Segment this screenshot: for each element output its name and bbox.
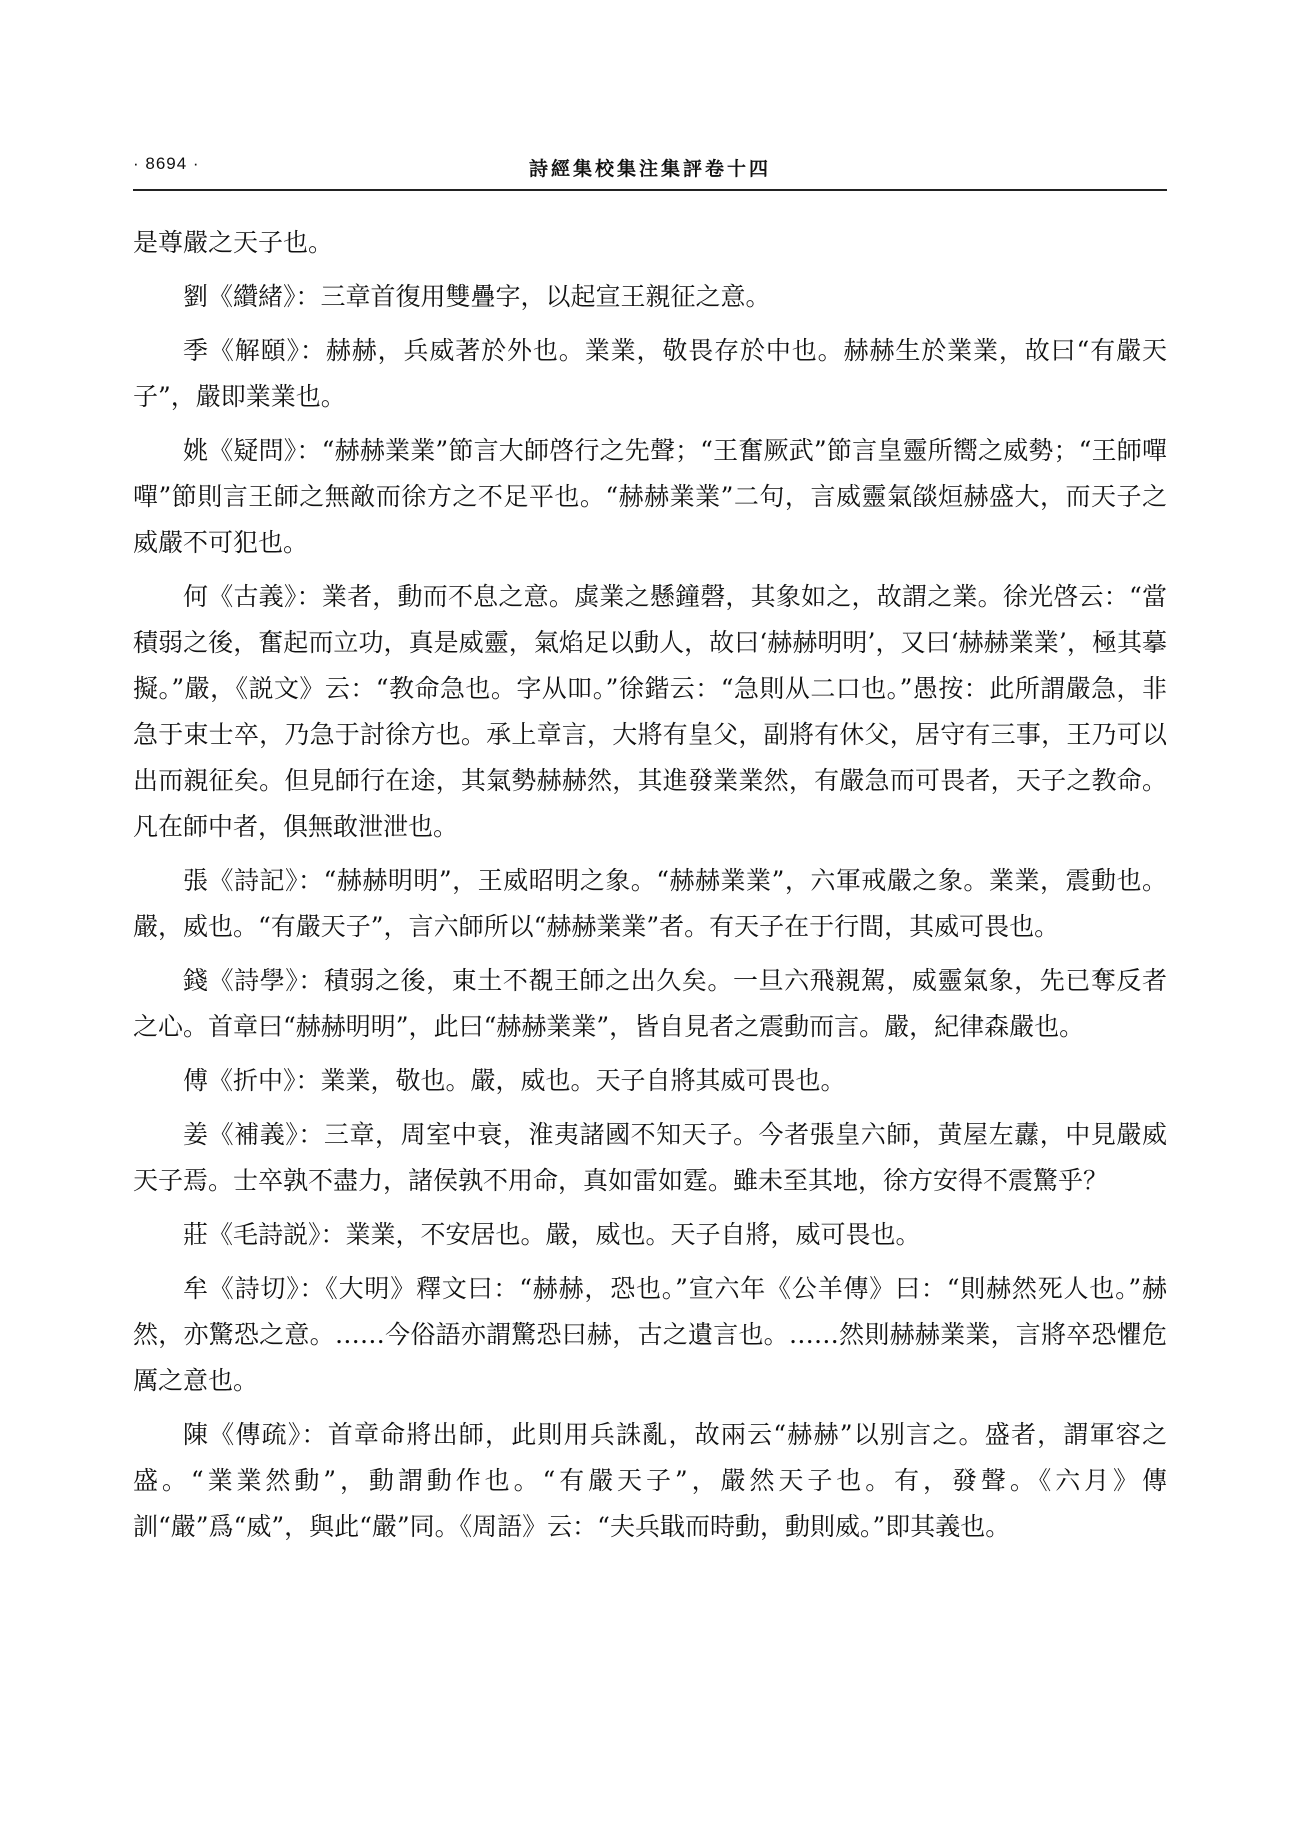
page-number: · 8694 · [133, 154, 200, 173]
paragraph-ji-jieyi: 季《解頤》：赫赫，兵威著於外也。業業，敬畏存於中也。赫赫生於業業，故曰“有嚴天子”，嚴即業業也。 [133, 336, 1167, 411]
paragraph-mou-shiqie: 牟《詩切》：《大明》釋文曰：“赫赫，恐也。”宣六年《公羊傳》曰：“則赫然死人也。”赫然，亦驚恐之意。……今俗語亦謂驚恐曰赫，古之遺言也。……然則赫赫業業，言將卒恐懼危厲之意也。 [133, 1274, 1167, 1395]
paragraph-he-guyi: 何《古義》：業者，動而不息之意。虡業之懸鐘磬，其象如之，故謂之業。徐光啓云：“當積弱之後，奮起而立功，真是威靈，氣焰足以動人，故曰‘赫赫明明’，又曰‘赫赫業業’，極其摹擬。”嚴，《説文》云：“教命急也。字从吅。”徐鍇云：“急則从二口也。”愚按：此所謂嚴急，非急于束士卒，乃急于討徐方也。承上章言，大將有皇父，副將有休父，居守有三事，王乃可以出而親征矣。但見師行在途，其氣勢赫赫然，其進發業業然，有嚴急而可畏者，天子之教命。凡在師中者，俱無敢泄泄也。 [133, 582, 1167, 841]
paragraph-fu-zhezhong: 傅《折中》：業業，敬也。嚴，威也。天子自將其威可畏也。 [183, 1066, 846, 1095]
paragraph-jiang-buyi: 姜《補義》：三章，周室中衰，淮夷諸國不知天子。今者張皇六師，黄屋左纛，中見嚴威天子焉。士卒孰不盡力，諸侯孰不用命，真如雷如霆。雖未至其地，徐方安得不震驚乎？ [133, 1120, 1167, 1195]
paragraph-zhuang-maoshishuo: 莊《毛詩説》：業業，不安居也。嚴，威也。天子自將，威可畏也。 [183, 1220, 921, 1249]
header-rule [133, 189, 1167, 191]
paragraph-liu-zuanxu: 劉《纘緒》：三章首復用雙疊字，以起宣王親征之意。 [183, 282, 771, 311]
paragraph-continuation: 是尊嚴之天子也。 [133, 228, 334, 257]
book-title: 詩經集校集注集評卷十四 [528, 158, 771, 180]
commentary-body [133, 220, 1167, 1558]
running-head [133, 154, 1167, 184]
paragraph-zhang-shiji: 張《詩記》：“赫赫明明”，王威昭明之象。“赫赫業業”，六軍戒嚴之象。業業，震動也。嚴，威也。“有嚴天子”，言六師所以“赫赫業業”者。有天子在于行間，其威可畏也。 [133, 866, 1167, 941]
paragraph-chen-chuanshu: 陳《傳疏》：首章命將出師，此則用兵誅亂，故兩云“赫赫”以别言之。盛者，謂軍容之盛。“業業然動”，動謂動作也。“有嚴天子”，嚴然天子也。有，發聲。《六月》傳訓“嚴”爲“威”，與此“嚴”同。《周語》云：“夫兵戢而時動，動則威。”即其義也。 [133, 1420, 1167, 1541]
paragraph-yao-yiwen: 姚《疑問》：“赫赫業業”節言大師啓行之先聲；“王奮厥武”節言皇靈所嚮之威勢；“王師嘽嘽”節則言王師之無敵而徐方之不足平也。“赫赫業業”二句，言威靈氣燄烜赫盛大，而天子之威嚴不可犯也。 [133, 436, 1167, 557]
paragraph-qian-shixue: 錢《詩學》：積弱之後，東土不覩王師之出久矣。一旦六飛親駕，威靈氣象，先已奪反者之心。首章曰“赫赫明明”，此曰“赫赫業業”，皆自見者之震動而言。嚴，紀律森嚴也。 [133, 966, 1167, 1041]
